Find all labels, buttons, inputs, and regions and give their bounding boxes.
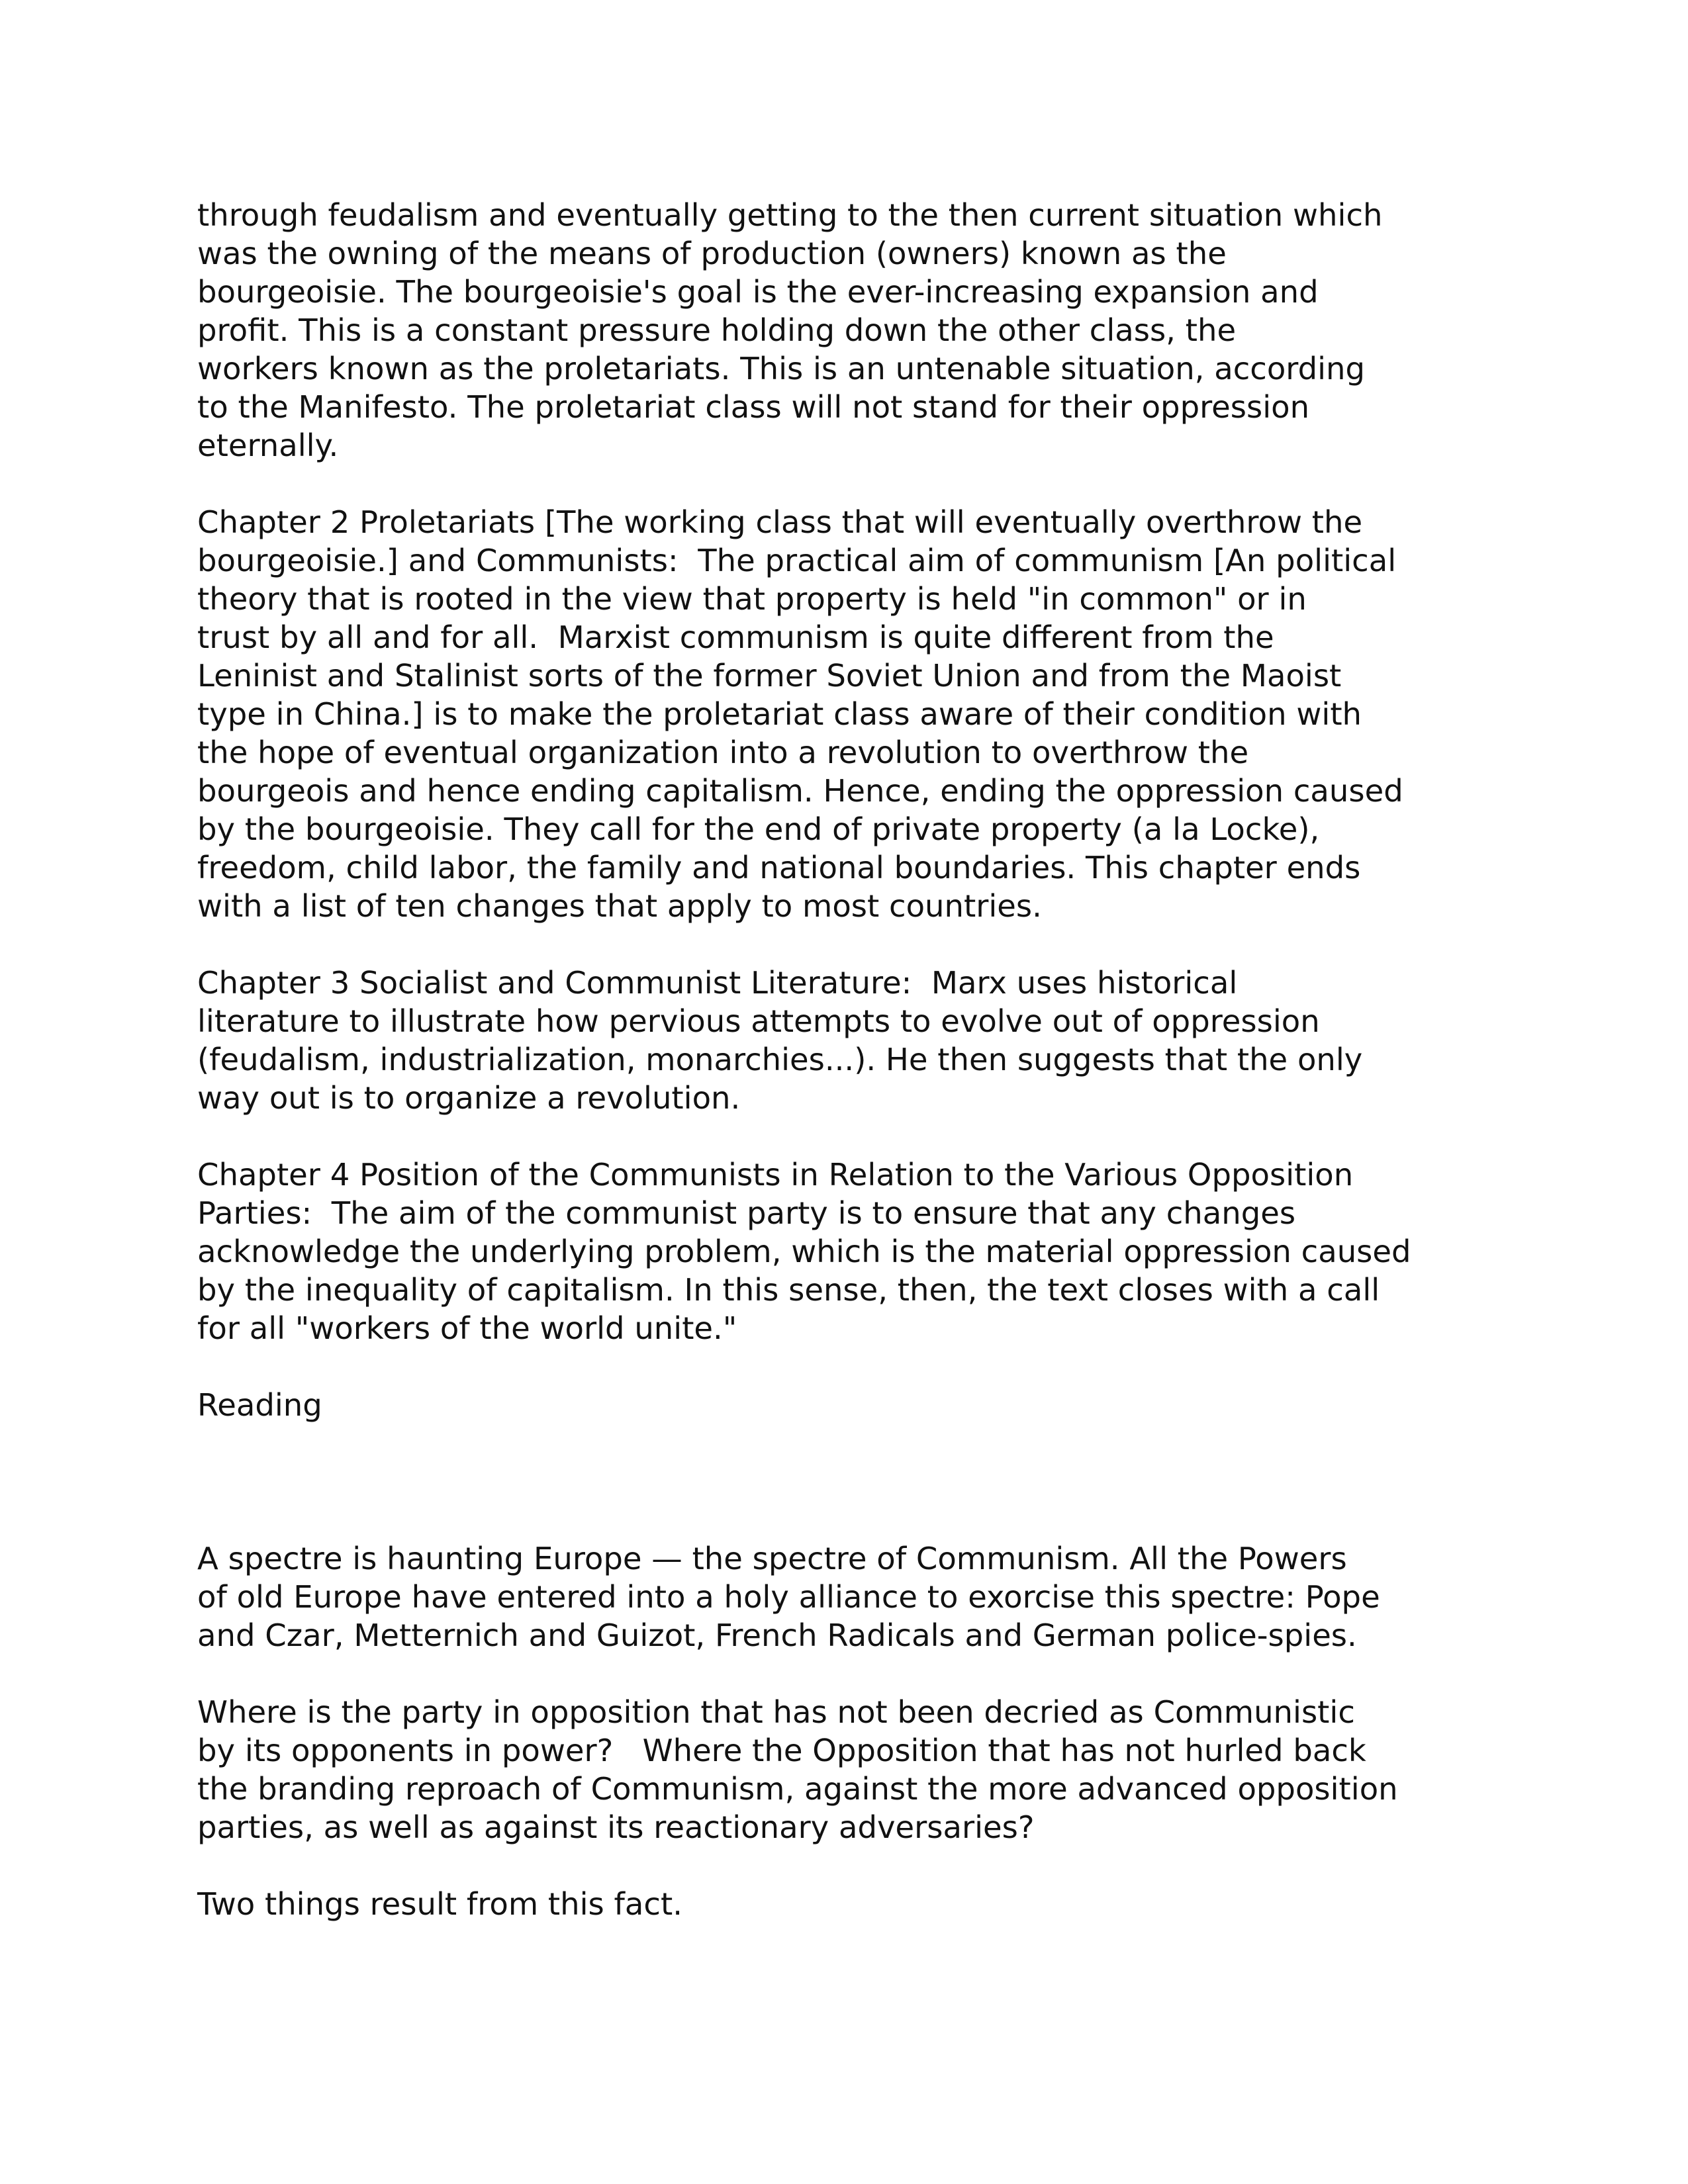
reading-paragraph-spectre <box>197 1539 1488 1655</box>
text-line: of old Europe have entered into a holy alliance to exorcise this spectre: Pope <box>197 1579 1380 1615</box>
text-line: with a list of ten changes that apply to most countries. <box>197 888 1042 924</box>
text-line: Where is the party in opposition that has not been decried as Communistic <box>197 1694 1355 1730</box>
text-line: Leninist and Stalinist sorts of the former Soviet Union and from the Maoist <box>197 658 1342 694</box>
text-line: profit. This is a constant pressure holding down the other class, the <box>197 312 1237 348</box>
text-line: Chapter 3 Socialist and Communist Literature: Marx uses historical <box>197 965 1238 1001</box>
text-line: freedom, child labor, the family and national boundaries. This chapter ends <box>197 850 1361 886</box>
text-line: and Czar, Metternich and Guizot, French Radicals and German police-spies. <box>197 1617 1357 1653</box>
text-line: bourgeoisie.] and Communists: The practical aim of communism [An political <box>197 543 1397 578</box>
document-body <box>197 196 1488 1962</box>
reading-heading-text: Reading <box>197 1387 322 1423</box>
reading-paragraph-opposition <box>197 1693 1488 1846</box>
text-line: eternally. <box>197 428 339 463</box>
paragraph-chapter-4 <box>197 1156 1488 1347</box>
text-line: was the owning of the means of production (owners) known as the <box>197 236 1227 271</box>
text-line: parties, as well as against its reactionary adversaries? <box>197 1809 1035 1845</box>
text-line: for all "workers of the world unite." <box>197 1310 737 1346</box>
text-line: Two things result from this fact. <box>197 1886 682 1922</box>
text-line: trust by all and for all. Marxist communism is quite different from the <box>197 619 1274 655</box>
text-line: through feudalism and eventually getting to the then current situation which <box>197 197 1383 233</box>
reading-paragraph-two-things <box>197 1885 1488 1923</box>
text-line: by the bourgeoisie. They call for the end of private property (a la Locke), <box>197 811 1320 847</box>
text-line: (feudalism, industrialization, monarchies...). He then suggests that the only <box>197 1042 1363 1077</box>
text-line: by its opponents in power? Where the Opposition that has not hurled back <box>197 1733 1366 1768</box>
text-line: Chapter 2 Proletariats [The working class that will eventually overthrow the <box>197 504 1363 540</box>
paragraph-chapter-2 <box>197 503 1488 925</box>
text-line: acknowledge the underlying problem, which is the material oppression caused <box>197 1234 1411 1269</box>
paragraph-chapter-3 <box>197 964 1488 1117</box>
text-line: A spectre is haunting Europe — the spectre of Communism. All the Powers <box>197 1541 1347 1576</box>
text-line: the branding reproach of Communism, against the more advanced opposition <box>197 1771 1398 1807</box>
text-line: the hope of eventual organization into a revolution to overthrow the <box>197 735 1249 770</box>
text-line: by the inequality of capitalism. In this sense, then, the text closes with a call <box>197 1272 1380 1308</box>
text-line: Parties: The aim of the communist party is to ensure that any changes <box>197 1195 1296 1231</box>
text-line: theory that is rooted in the view that property is held "in common" or in <box>197 581 1307 617</box>
text-line: type in China.] is to make the proletariat class aware of their condition with <box>197 696 1362 732</box>
text-line: literature to illustrate how pervious attempts to evolve out of oppression <box>197 1003 1320 1039</box>
reading-heading <box>197 1386 1488 1424</box>
text-line: workers known as the proletariats. This is an untenable situation, according <box>197 351 1366 387</box>
paragraph-class-history <box>197 196 1488 465</box>
text-line: Chapter 4 Position of the Communists in Relation to the Various Opposition <box>197 1157 1354 1193</box>
text-line: bourgeois and hence ending capitalism. Hence, ending the oppression caused <box>197 773 1403 809</box>
text-line: way out is to organize a revolution. <box>197 1080 741 1116</box>
text-line: to the Manifesto. The proletariat class will not stand for their oppression <box>197 389 1310 425</box>
text-line: bourgeoisie. The bourgeoisie's goal is the ever-increasing expansion and <box>197 274 1319 310</box>
